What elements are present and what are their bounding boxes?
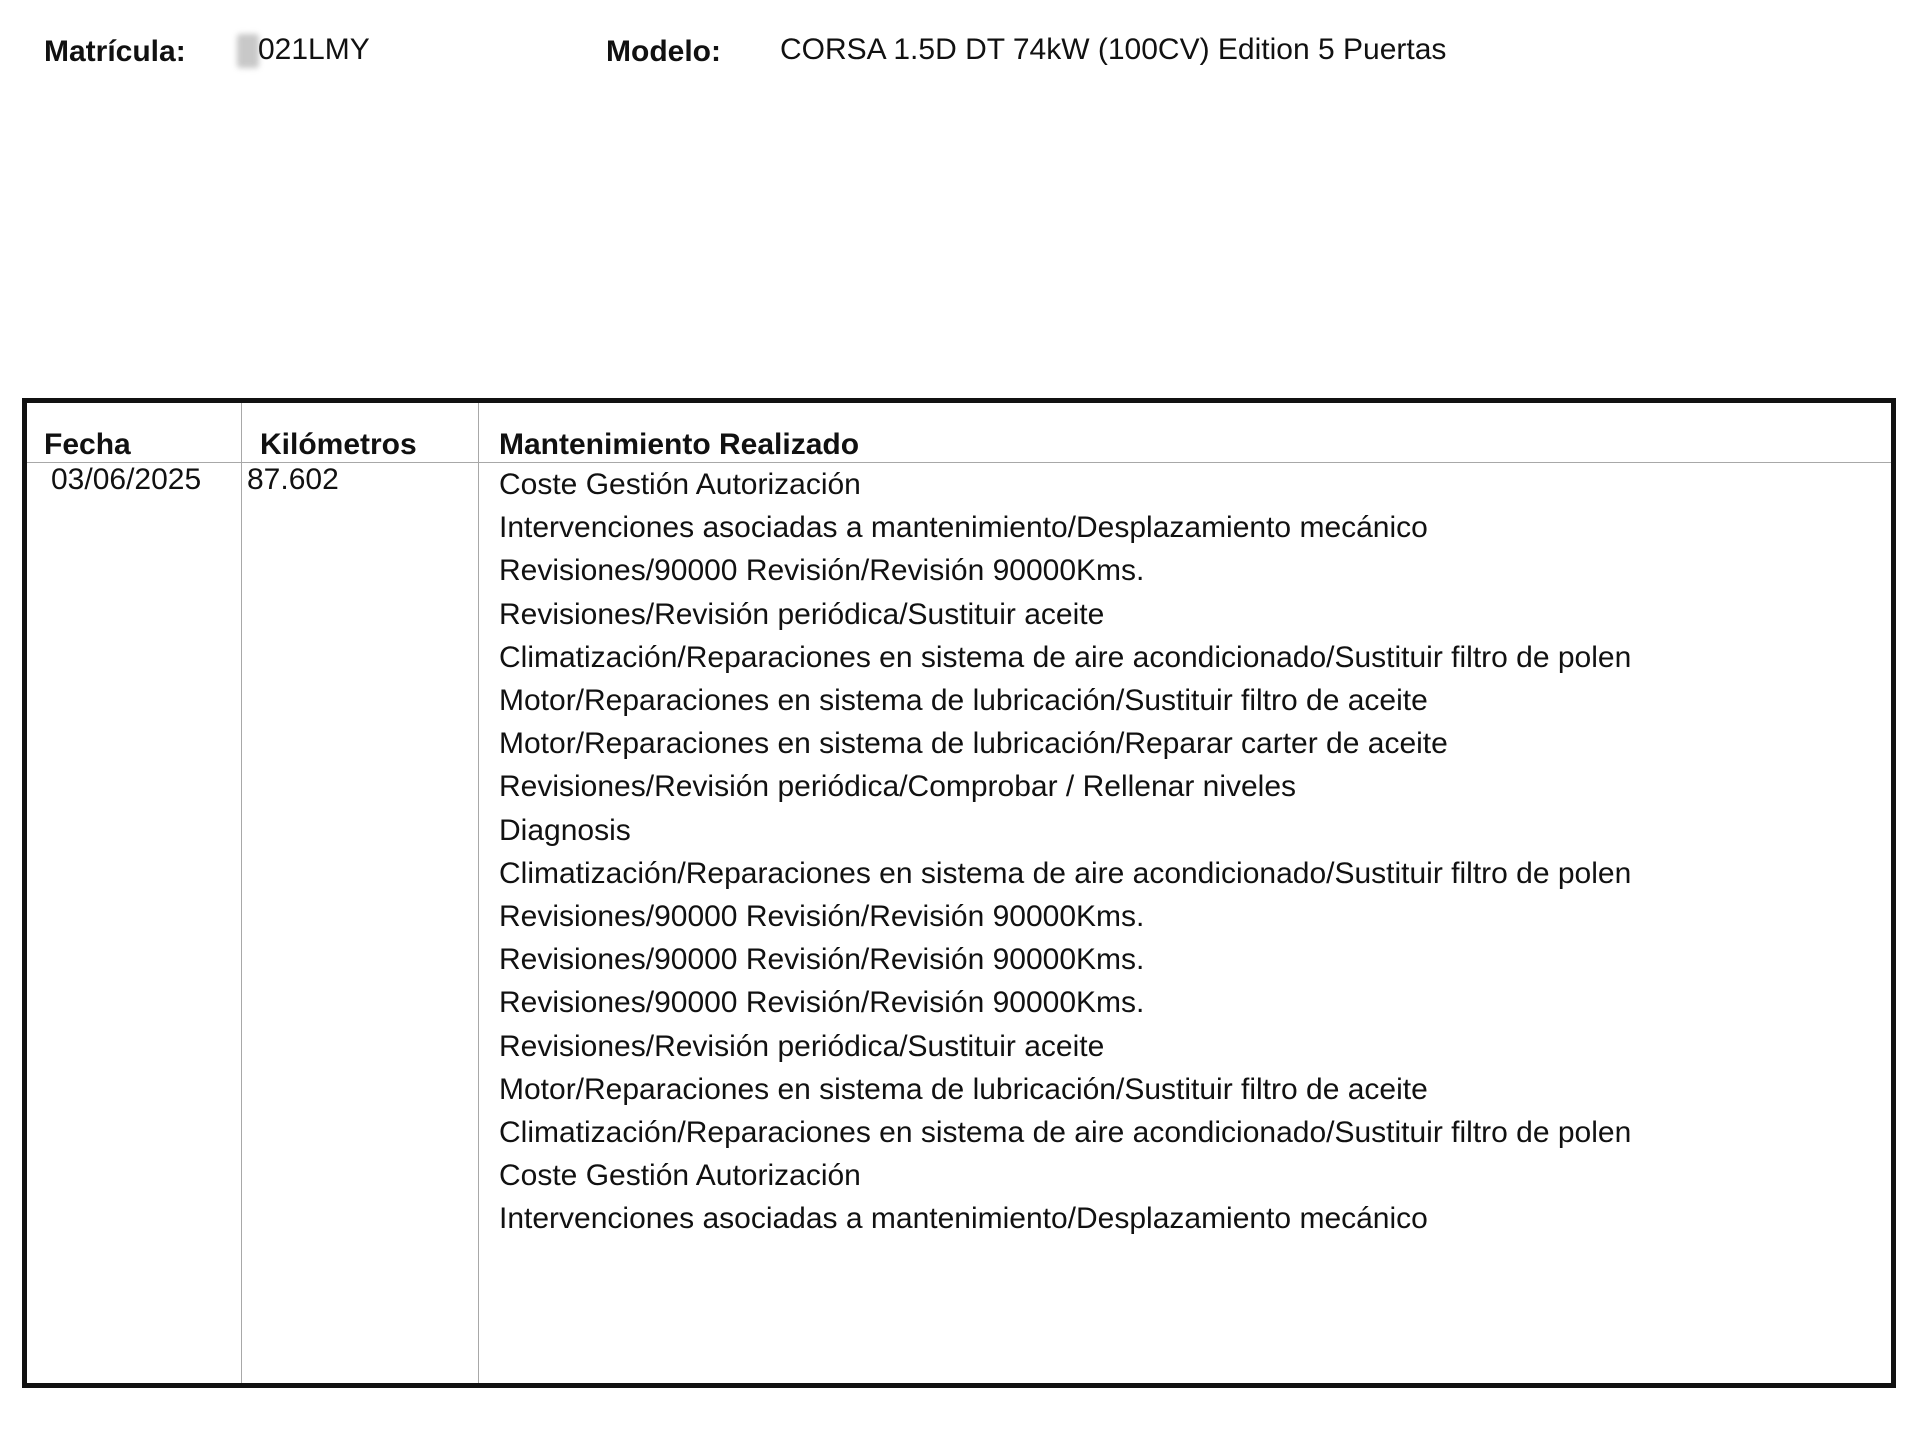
maintenance-item: Climatización/Reparaciones en sistema de aire acondicionado/Sustituir filtro de polen	[499, 856, 1632, 890]
modelo-value: CORSA 1.5D DT 74kW (100CV) Edition 5 Puertas	[780, 33, 1447, 66]
cell-kilometros: 87.602	[247, 463, 339, 496]
maintenance-item: Motor/Reparaciones en sistema de lubricación/Sustituir filtro de aceite	[499, 1072, 1428, 1106]
matricula-label: Matrícula:	[44, 35, 186, 68]
matricula-value: 021LMY	[258, 33, 370, 66]
column-header-kilometros: Kilómetros	[260, 428, 417, 461]
maintenance-item: Intervenciones asociadas a mantenimiento/Desplazamiento mecánico	[499, 1202, 1428, 1236]
maintenance-item: Climatización/Reparaciones en sistema de aire acondicionado/Sustituir filtro de polen	[499, 640, 1632, 674]
maintenance-item: Intervenciones asociadas a mantenimiento/Desplazamiento mecánico	[499, 511, 1428, 545]
maintenance-item: Motor/Reparaciones en sistema de lubricación/Sustituir filtro de aceite	[499, 684, 1428, 718]
maintenance-item: Revisiones/90000 Revisión/Revisión 90000Kms.	[499, 986, 1145, 1020]
maintenance-item: Coste Gestión Autorización	[499, 1159, 861, 1193]
column-divider-1	[241, 403, 242, 1383]
column-header-mantenimiento: Mantenimiento Realizado	[499, 428, 860, 461]
maintenance-list	[499, 463, 1699, 1241]
maintenance-item: Revisiones/90000 Revisión/Revisión 90000Kms.	[499, 943, 1145, 977]
maintenance-item: Revisiones/Revisión periódica/Sustituir aceite	[499, 597, 1105, 631]
maintenance-item: Coste Gestión Autorización	[499, 468, 861, 501]
maintenance-table	[22, 398, 1896, 1388]
maintenance-item: Motor/Reparaciones en sistema de lubricación/Reparar carter de aceite	[499, 727, 1448, 761]
maintenance-item: Revisiones/Revisión periódica/Comprobar / Rellenar niveles	[499, 770, 1297, 804]
cell-fecha: 03/06/2025	[51, 463, 202, 496]
maintenance-item: Revisiones/90000 Revisión/Revisión 90000Kms.	[499, 900, 1145, 934]
modelo-label: Modelo:	[606, 35, 721, 68]
maintenance-item: Revisiones/90000 Revisión/Revisión 90000Kms.	[499, 554, 1145, 588]
plate-redaction	[237, 34, 259, 68]
maintenance-item: Climatización/Reparaciones en sistema de aire acondicionado/Sustituir filtro de polen	[499, 1116, 1632, 1150]
column-header-fecha: Fecha	[44, 428, 131, 461]
maintenance-item: Diagnosis	[499, 813, 631, 847]
maintenance-item: Revisiones/Revisión periódica/Sustituir aceite	[499, 1029, 1105, 1063]
column-divider-2	[478, 403, 479, 1383]
